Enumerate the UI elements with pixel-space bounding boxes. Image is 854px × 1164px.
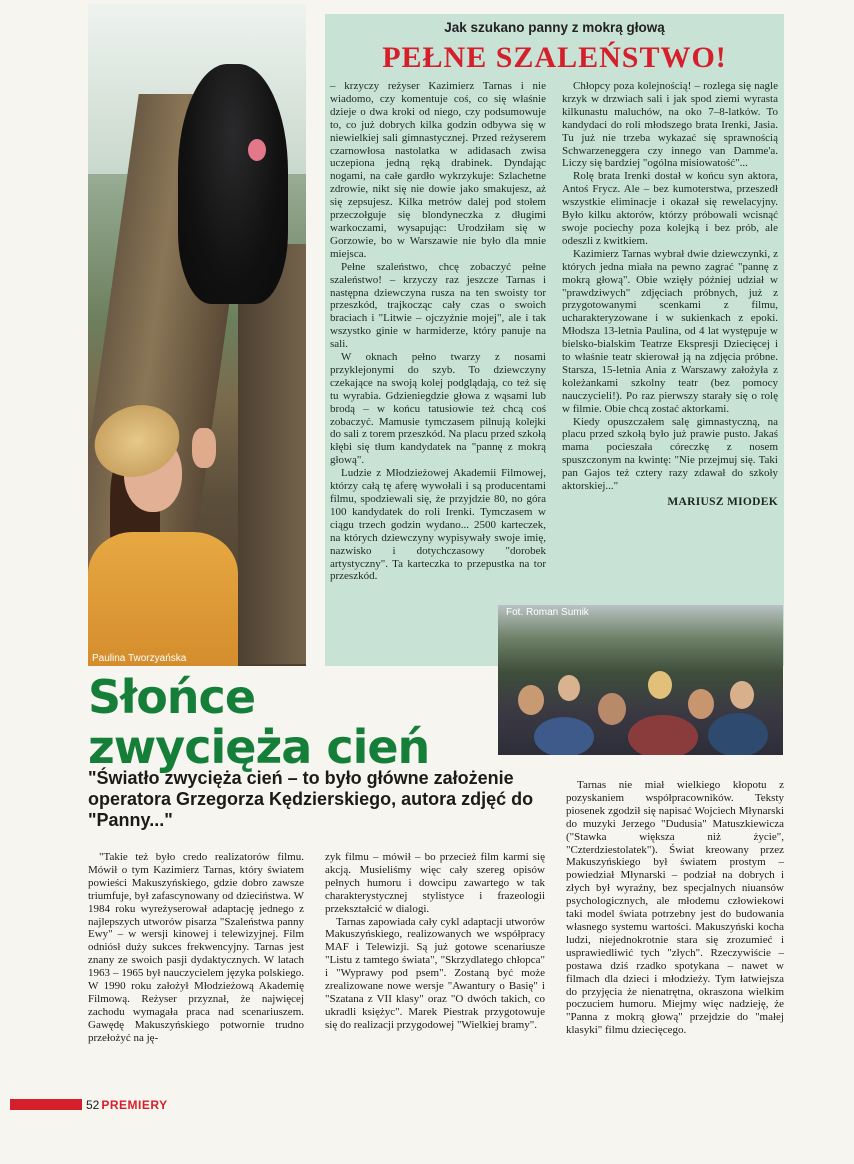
photo-crowd-person [558,675,580,701]
article2-column-1 [88,851,304,1045]
article-title: PEŁNE SZALEŃSTWO! [382,41,727,74]
article-headline-slonce [88,672,429,772]
paragraph: "Takie też było credo realizatorów filmu. Mówił o tym Kazimierz Tarnas, który światem powieści Makuszyńskiego, gdzie dobro zawsze triumfuje, był zafascynowany od dzieciństwa. W 1984 roku wyreżyserował adaptację jednego z najlepszych utworów pisarza "Szaleństwa panny Ewy" – w wersji kinowej i telewizyjnej. Film odniósł duży sukces frekwencyjny. Tarnas jest znany ze swoich pasji dydaktycznych. W latach 1963 – 1965 był nauczycielem języka polskiego. W 1990 roku założył Młodzieżową Akademię Filmową. Reżyser przyznał, że najwięcej zachodu wymagała praca nad scenariuszem. Gawędę Makuszyńskiego potwornie trudno przełożyć na ję- [88,851,304,1044]
paragraph: Tarnas zapowiada cały cykl adaptacji utworów Makuszyńskiego, realizowanych we współpracy MAF i Telewizji. Są już gotowe scenariusze "Listu z tamtego świata", "Skrzydlatego chłopca" i "Wyprawy pod psem". Zostaną być może zrealizowane nowe wersje "Awantury o Basię" i "Szatana z VII klasy" oraz "O dwóch takich, co ukradli księżyc". Marek Piestrak przygotowuje się do realizacji przygodowej "Wielkiej bramy". [325,915,545,1031]
photo-crowd-person [730,681,754,709]
photo-dog-tongue [248,139,266,161]
photo-crowd-person [688,689,714,719]
photo-girl-with-dog [88,4,306,666]
section-name: PREMIERY [101,1097,168,1112]
paragraph: – krzyczy reżyser Kazimierz Tarnas i nie wiadomo, czy komentuje coś, co się właśnie dzieje o dwa kroki od niego, czy podsumowuje to, co już dobrych kilka godzin odbywa się w niewielkiej sali gimnastycznej. Przed reżyserem czarnowłosa nastolatka w adidasach zwisa uczepiona jedną ręką drabinek. Dyndając nogami, na całe gardło wykrzykuje: Szlachetne zdrowie, nikt się nie dowie jako smakujesz, aż się zepsujesz. Kilka metrów dalej pod stołem przeczołguje się blondyneczka z długimi warkoczami, wysapując: Urodziłam się w Gorzowie, bo w Warszawie nie było dla mnie miejsca. [330,80,546,260]
article-box-pelne-szalenstwo [325,14,784,666]
photo-crowd-person [598,693,626,725]
photo-girl-dress [88,532,238,666]
article2-column-2 [325,851,545,1032]
photo-crowd-person [648,671,672,699]
author-byline: MARIUSZ MIODEK [667,496,778,509]
page-number: 52 [86,1097,100,1112]
paragraph: Tarnas nie miał wielkiego kłopotu z pozyskaniem współpracowników. Teksty piosenek zgodził się napisać Wojciech Młynarski do muzyki Jerzego "Dudusia" Matuszkiewicza ("Stawka większa niż życie", "Czterdziestolatek"). Świat kreowany przez Makuszyńskiego był światem prostym – powiedział Młynarski – podział na dobrych i złych był wyraźny, bez specjalnych niuansów psychologicznych, ale młodemu człowiekowi taki model świata potrzebny jest do budowania własnego systemu wartości. Makuszyński kocha ludzi, niejednokrotnie stara się zrozumieć i usprawiedliwić tych "złych". Rzeczywiście – postawa dziś rzadko spotykana – nawet w filmach dla dzieci i młodzieży. Tym łatwiejsza do przyjęcia że nienatrętna, okraszona wielkim poczuciem humoru. Miejmy więc nadzieję, że "Panna z mokrą głową" przejdzie do "małej klasyki" filmu dziecięcego. [566,779,784,1037]
article-lead: "Światło zwycięża cień – to było główne założenie operatora Grzegorza Kędzierskiego, autora zdjęć do "Panny..." [88,768,534,830]
paragraph: Rolę brata Irenki dostał w końcu syn aktora, Antoś Frycz. Ale – bez kumoterstwa, przeszedł wszystkie eliminacje i okazał się rewelacyjny. Było kilku aktorów, którzy próbowali wcisnąć swoje pociechy poza kolejką i bez prób, ale odeszli z kwitkiem. [562,170,778,247]
paragraph: Ludzie z Młodzieżowej Akademii Filmowej, którzy całą tę aferę wywołali i są producentami filmu, spodziewali się, że przyjdzie 80, no góra 100 kandydatek do roli Irenki. Tymczasem w ciągu trzech godzin wydano... 2500 karteczek, na których dziewczyny wypisywały swoje imię, nazwisko i dotychczasowy "dorobek artystyczny". Ta karteczka to przepustka na tor przeszkód. [330,467,546,583]
photo-crowd-person [708,713,768,755]
headline-line: Słońce [88,670,256,724]
photo-crowd [498,605,783,755]
paragraph: Chłopcy poza kolejnością! – rozlega się nagle krzyk w drzwiach sali i jak spod ziemi wyrasta kilkunastu maluchów, na oko 7–8-latków. To kandydaci do roli młodszego brata Irenki, Jasia. Tu już nie trzeba wykazać się sprawnością Schwarzeneggera czy innego van Damme'a. Liczy się bardziej "ogólna misiowatość"... [562,80,778,170]
footer-red-bar [10,1099,82,1110]
photo-crowd-person [518,685,544,715]
photo-crowd-person [628,715,698,755]
photo-girl-hand [192,428,216,468]
page-footer [10,1098,168,1111]
photo-crowd-person [534,717,594,755]
photo-caption: Paulina Tworzyańska [92,653,187,664]
paragraph: Kazimierz Tarnas wybrał dwie dziewczynki, z których jedna miała na pewno zagrać "pannę z mokrą głową". Obie wzięły później udział w "prawdziwych" zdjęciach próbnych, już z przygotowanymi scenkami z filmu, ucharakteryzowane i w sukienkach z epoki. Młodsza 13-letnia Paulina, od 4 lat występuje w bielsko-bialskim Teatrze Ekspresji Dziecięcej i to właśnie teatr skierował ją na zdjęcia próbne. Starsza, 15-letnia Ania z Warszawy założyła z koleżankami szkolny teatr (bez pomocy nauczycieli!). Po raz pierwszy starały się o rolę w filmie. Obie chcą zostać aktorkami. [562,247,778,415]
photo-black-dog [178,64,288,304]
article2-column-3 [566,779,784,1037]
article-column-2 [562,80,778,509]
article-kicker: Jak szukano panny z mokrą głową [444,20,665,35]
paragraph: Pełne szaleństwo, chcę zobaczyć pełne szaleństwo! – krzyczy raz jeszcze Tarnas i następna dziewczyna rusza na ten swoisty tor przeszkód, trajkocząc cały czas o swoich braciach i "Litwie – ojczyźnie mojej", ale i tak wszystko ginie w harmiderze, który panuje na sali. [330,260,546,351]
paragraph: zyk filmu – mówił – bo przecież film karmi się akcją. Musieliśmy więc cały szereg opisów pełnych humoru i dowcipu zawartego w tak charakterystycznej stylistyce i frazeologii przekształcić w dialogi. [325,851,545,915]
photo-credit: Fot. Roman Sumik [506,607,589,618]
paragraph: W oknach pełno twarzy z nosami przyklejonymi do szyb. To dziewczyny czekające na swoją kolej podglądają, co też się tu wyrabia. Gdzieniegdzie głowa z wąsami lub brodą – w końcu tatusiowie też chcą coś zobaczyć. Mamusie tymczasem pilnują kolejki do sali z torem przeszkód. Na placu przed szkołą kłębi się tłum kandydatek na "pannę z mokrą głową". [330,351,546,467]
paragraph: Kiedy opuszczałem salę gimnastyczną, na placu przed szkołą było już prawie pusto. Jakaś mama pocieszała córeczkę z nosem spuszczonym na kwintę: "Nie przejmuj się. Taki pan Gajos też cztery razy zdawał do szkoły aktorskiej..." [562,415,778,493]
headline-line: zwycięża cień [88,720,430,774]
article-column-1 [330,80,546,583]
photo-tree-branch [238,244,306,664]
